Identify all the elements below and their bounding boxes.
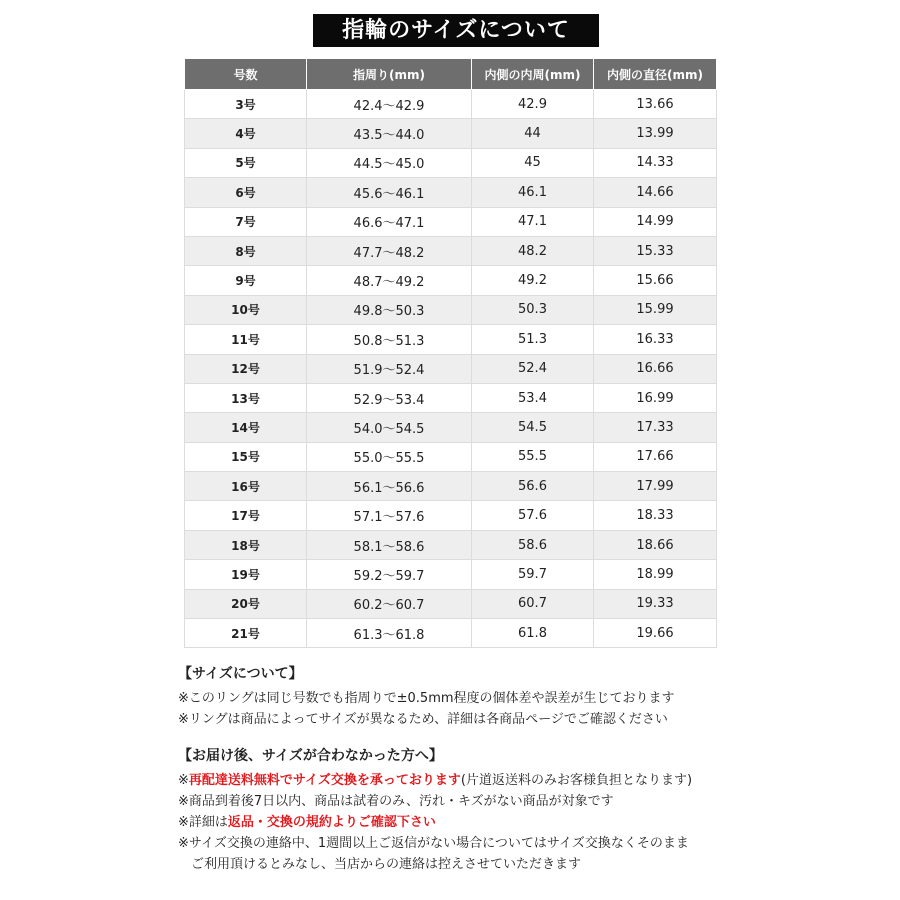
table-row: [185, 501, 717, 530]
note-prefix: ※: [178, 773, 189, 788]
table-body: [185, 90, 717, 648]
size-number-cell: 20号: [185, 589, 307, 618]
table-row: [185, 295, 717, 324]
inner-diameter-cell: 16.33: [594, 325, 717, 354]
inner-diameter-cell: 13.99: [594, 119, 717, 148]
exchange-note-line-5: ご利用頂けるとみなし、当店からの連絡は控えさせていただきます: [191, 857, 582, 872]
table-row: [185, 178, 717, 207]
table-row: [185, 619, 717, 648]
inner-diameter-cell: 14.99: [594, 207, 717, 236]
size-number-cell: 17号: [185, 501, 307, 530]
inner-diameter-cell: 16.66: [594, 354, 717, 383]
inner-diameter-cell: 15.33: [594, 236, 717, 265]
inner-circumference-cell: 59.7: [472, 560, 594, 589]
inner-diameter-cell: 18.66: [594, 530, 717, 559]
finger-circumference-cell: 49.8～50.3: [307, 295, 472, 324]
table-row: [185, 442, 717, 471]
inner-circumference-cell: 52.4: [472, 354, 594, 383]
inner-circumference-cell: 58.6: [472, 530, 594, 559]
exchange-notes-heading: 【お届け後、サイズが合わなかった方へ】: [178, 748, 443, 764]
exchange-note-line-4: ※サイズ交換の連絡中、1週間以上ご返信がない場合についてはサイズ交換なくそのまま: [178, 836, 689, 851]
ring-size-table: [184, 58, 717, 648]
header-inner-circumference: 内側の内周(mm): [472, 59, 594, 90]
inner-circumference-cell: 60.7: [472, 589, 594, 618]
finger-circumference-cell: 56.1～56.6: [307, 472, 472, 501]
inner-circumference-cell: 51.3: [472, 325, 594, 354]
note-suffix: (片道返送料のみお客様負担となります): [460, 773, 693, 788]
size-number-cell: 18号: [185, 530, 307, 559]
finger-circumference-cell: 44.5～45.0: [307, 148, 472, 177]
size-number-cell: 16号: [185, 472, 307, 501]
inner-diameter-cell: 18.33: [594, 501, 717, 530]
exchange-note-line-2: ※商品到着後7日以内、商品は試着のみ、汚れ・キズがない商品が対象です: [178, 794, 614, 809]
size-number-cell: 6号: [185, 178, 307, 207]
table-row: [185, 236, 717, 265]
finger-circumference-cell: 61.3～61.8: [307, 619, 472, 648]
table-row: [185, 560, 717, 589]
inner-circumference-cell: 54.5: [472, 413, 594, 442]
exchange-note-line-1: [178, 770, 738, 791]
inner-circumference-cell: 56.6: [472, 472, 594, 501]
size-number-cell: 8号: [185, 236, 307, 265]
table-row: [185, 472, 717, 501]
finger-circumference-cell: 57.1～57.6: [307, 501, 472, 530]
size-number-cell: 9号: [185, 266, 307, 295]
inner-diameter-cell: 14.66: [594, 178, 717, 207]
inner-circumference-cell: 50.3: [472, 295, 594, 324]
inner-diameter-cell: 17.99: [594, 472, 717, 501]
inner-circumference-cell: 42.9: [472, 90, 594, 119]
size-number-cell: 21号: [185, 619, 307, 648]
finger-circumference-cell: 54.0～54.5: [307, 413, 472, 442]
size-number-cell: 19号: [185, 560, 307, 589]
inner-diameter-cell: 15.99: [594, 295, 717, 324]
size-note-line: ※リングは商品によってサイズが異なるため、詳細は各商品ページでご確認ください: [178, 712, 668, 727]
finger-circumference-cell: 55.0～55.5: [307, 442, 472, 471]
table-header-row: [185, 59, 717, 90]
inner-circumference-cell: 55.5: [472, 442, 594, 471]
table-row: [185, 530, 717, 559]
size-number-cell: 15号: [185, 442, 307, 471]
free-exchange-highlight: 再配達送料無料でサイズ交換を承っております: [188, 773, 461, 788]
size-number-cell: 10号: [185, 295, 307, 324]
page-title: 指輪のサイズについて: [313, 14, 599, 47]
policy-link-text: 返品・交換の規約よりご確認下さい: [227, 815, 436, 830]
inner-diameter-cell: 13.66: [594, 90, 717, 119]
inner-circumference-cell: 47.1: [472, 207, 594, 236]
finger-circumference-cell: 48.7～49.2: [307, 266, 472, 295]
finger-circumference-cell: 58.1～58.6: [307, 530, 472, 559]
table-row: [185, 207, 717, 236]
table-row: [185, 354, 717, 383]
size-number-cell: 14号: [185, 413, 307, 442]
table-row: [185, 119, 717, 148]
finger-circumference-cell: 47.7～48.2: [307, 236, 472, 265]
inner-diameter-cell: 18.99: [594, 560, 717, 589]
finger-circumference-cell: 42.4～42.9: [307, 90, 472, 119]
table-row: [185, 413, 717, 442]
inner-diameter-cell: 15.66: [594, 266, 717, 295]
inner-circumference-cell: 57.6: [472, 501, 594, 530]
finger-circumference-cell: 50.8～51.3: [307, 325, 472, 354]
size-number-cell: 7号: [185, 207, 307, 236]
inner-circumference-cell: 61.8: [472, 619, 594, 648]
inner-diameter-cell: 19.66: [594, 619, 717, 648]
finger-circumference-cell: 51.9～52.4: [307, 354, 472, 383]
size-notes-heading: 【サイズについて】: [178, 666, 303, 682]
inner-diameter-cell: 19.33: [594, 589, 717, 618]
finger-circumference-cell: 46.6～47.1: [307, 207, 472, 236]
exchange-note-line-3: [178, 812, 738, 833]
finger-circumference-cell: 43.5～44.0: [307, 119, 472, 148]
inner-diameter-cell: 14.33: [594, 148, 717, 177]
header-finger-circumference: 指周り(mm): [307, 59, 472, 90]
size-number-cell: 12号: [185, 354, 307, 383]
notes-section: [178, 664, 738, 875]
finger-circumference-cell: 45.6～46.1: [307, 178, 472, 207]
size-note-line: ※このリングは同じ号数でも指周りで±0.5mm程度の個体差や誤差が生じております: [178, 691, 675, 706]
size-number-cell: 4号: [185, 119, 307, 148]
header-size-number: 号数: [185, 59, 307, 90]
inner-circumference-cell: 46.1: [472, 178, 594, 207]
size-number-cell: 5号: [185, 148, 307, 177]
table-row: [185, 325, 717, 354]
inner-diameter-cell: 17.66: [594, 442, 717, 471]
table-row: [185, 589, 717, 618]
table-row: [185, 90, 717, 119]
size-number-cell: 11号: [185, 325, 307, 354]
inner-circumference-cell: 48.2: [472, 236, 594, 265]
finger-circumference-cell: 59.2～59.7: [307, 560, 472, 589]
inner-circumference-cell: 49.2: [472, 266, 594, 295]
table-row: [185, 148, 717, 177]
header-inner-diameter: 内側の直径(mm): [594, 59, 717, 90]
table-row: [185, 383, 717, 412]
finger-circumference-cell: 60.2～60.7: [307, 589, 472, 618]
note-prefix: ※詳細は: [178, 815, 228, 830]
inner-diameter-cell: 16.99: [594, 383, 717, 412]
table-row: [185, 266, 717, 295]
inner-circumference-cell: 45: [472, 148, 594, 177]
inner-circumference-cell: 53.4: [472, 383, 594, 412]
inner-diameter-cell: 17.33: [594, 413, 717, 442]
size-number-cell: 3号: [185, 90, 307, 119]
inner-circumference-cell: 44: [472, 119, 594, 148]
finger-circumference-cell: 52.9～53.4: [307, 383, 472, 412]
size-number-cell: 13号: [185, 383, 307, 412]
